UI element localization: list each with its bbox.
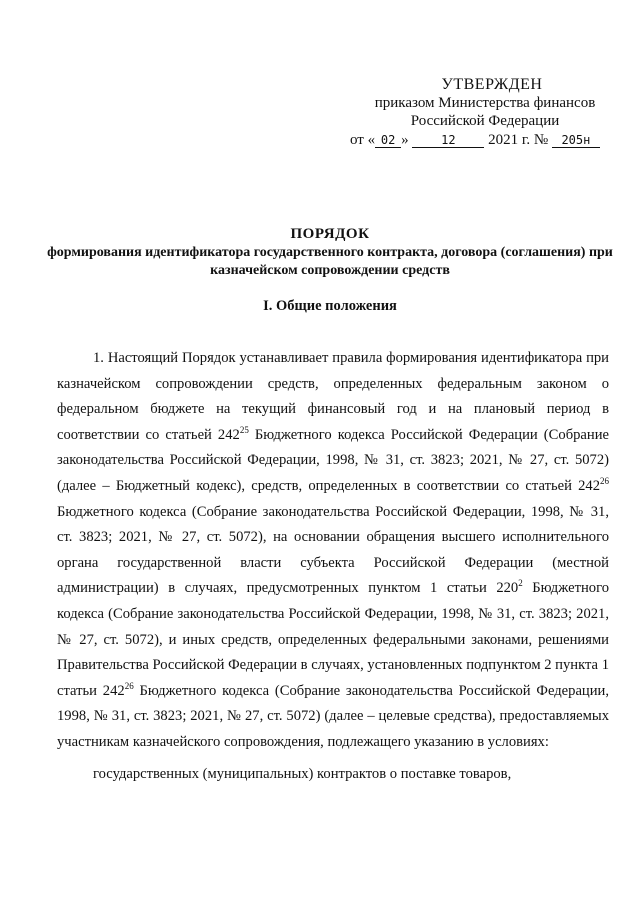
paragraph-1-part-5: Бюджетного кодекса (Собрание законодательства Российской Федерации, 1998, № 31, ст. 3823; 2021, № 27, ст. 5072) (далее – целевые средства), предоставляемых участникам казначейского сопровождения, подлежащего указанию в условиях: [57,682,610,750]
order-day: 02 [375,133,401,148]
article-superscript-3: 2 [518,578,523,589]
paragraph-1-part-2: Бюджетного кодекса Российской Федерации (Собрание законодательства Российской Федерации, 1998, № 31, ст. 3823; 2021, № 27, ст. 5072) (далее – Бюджетный кодекс), средств, определенных в соответствии со статьей 242 [57,426,609,494]
paragraph-1-part-3: Бюджетного кодекса (Собрание законодательства Российской Федерации, 1998, № 31, ст. 3823; 2021, № 27, ст. 5072), на основании обращения высшего исполнительного органа государственной власти субъекта Российской Федерации (местной администрации) в случаях, предусмотренных пунктом 1 статьи 220 [57,503,609,597]
article-superscript-2: 26 [600,475,609,486]
date-mid: » [401,132,413,148]
section-heading: I. Общие положения [263,298,397,314]
document-title: ПОРЯДОК [290,226,370,242]
order-number: 205н [552,133,600,148]
document-body [57,346,609,787]
date-prefix: от « [350,132,376,148]
approval-line-federation: Российской Федерации [410,113,560,129]
paragraph-1-part-1: 1. Настоящий Порядок устанавливает правила формирования идентификатора при казначейском сопровождении средств, определенных федеральным законом о федеральном бюджете на текущий финансовый год и на плановый период в соответствии со статьей 242 [57,350,609,443]
paragraph-1 [57,346,609,756]
paragraph-1-part-4: Бюджетного кодекса (Собрание законодательства Российской Федерации, 1998, № 31, ст. 3823; 2021, № 27, ст. 5072), и иных средств, определенных федеральными законами, решениями Правительства Российской Федерации в случаях, установленных подпунктом 2 пункта 1 статьи 242 [57,580,610,699]
approval-stamp [350,76,620,149]
approval-date-line [350,131,620,149]
approval-heading: УТВЕРЖДЕН [441,76,543,93]
approval-line-ministry: приказом Министерства финансов [374,95,596,111]
paragraph-2: государственных (муниципальных) контрактов о поставке товаров, [93,765,512,782]
article-superscript-1: 25 [239,424,249,435]
order-month: 12 [412,133,484,148]
article-superscript-4: 26 [124,680,134,691]
date-year: 2021 г. № [484,132,552,148]
document-subtitle: формирования идентификатора государственного контракта, договора (соглашения) при казначейском сопровождении средств [47,245,613,278]
